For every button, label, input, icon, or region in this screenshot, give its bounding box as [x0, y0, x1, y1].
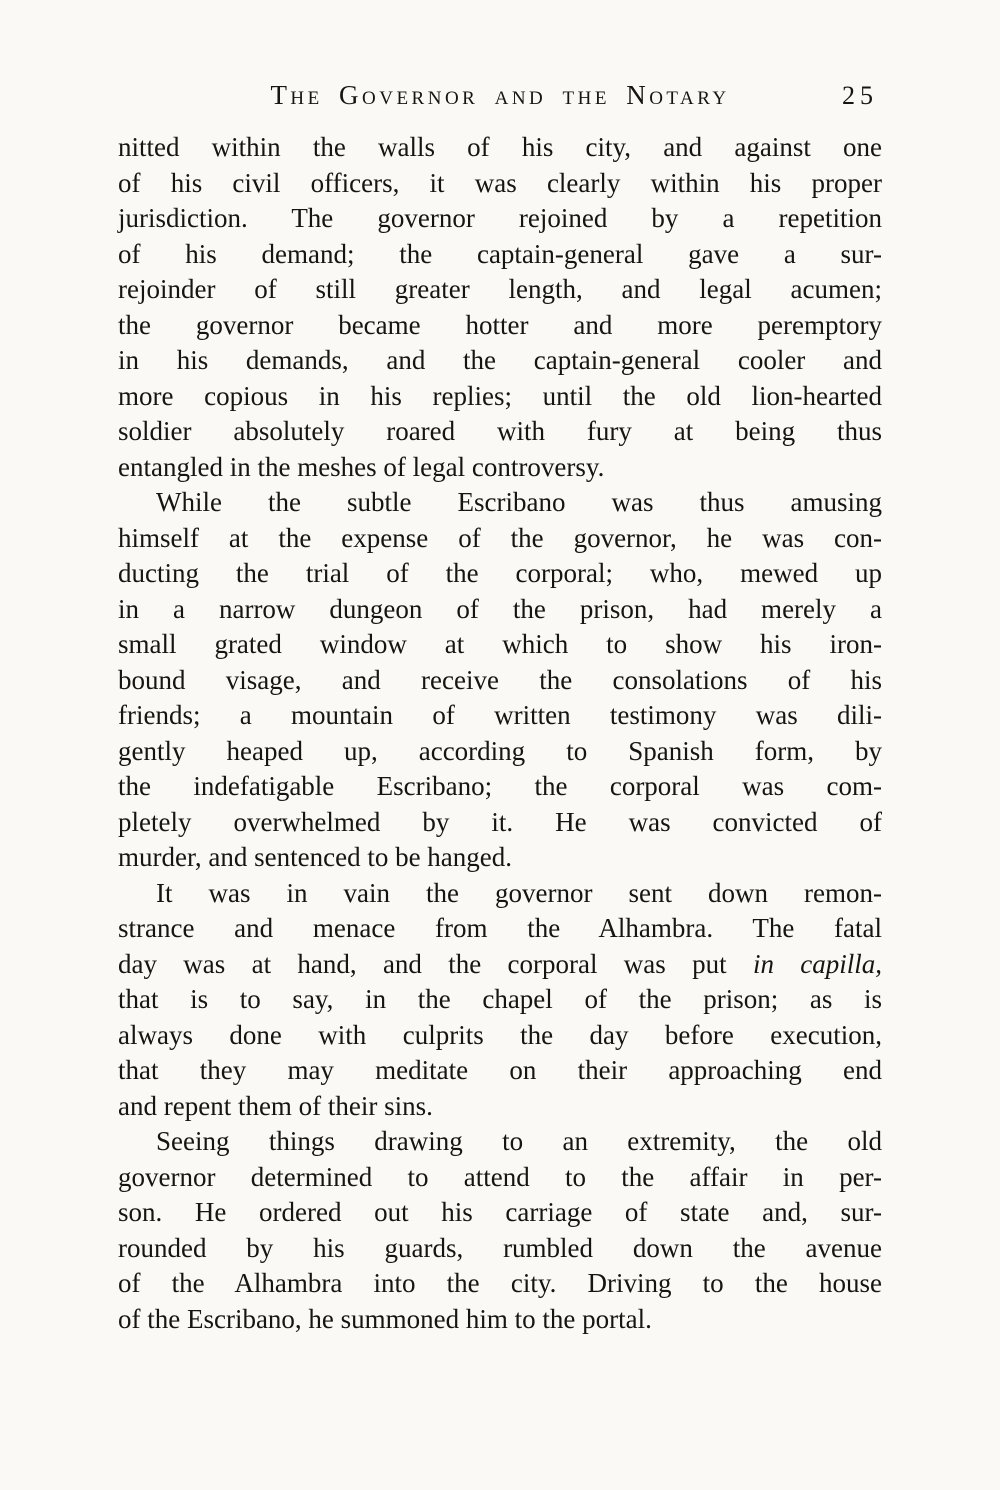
text-line: the governor became hotter and more peremptory	[118, 309, 882, 340]
text-line: Seeing things drawing to an extremity, the old	[156, 1126, 882, 1156]
paragraph	[118, 130, 882, 485]
text-line: in his demands, and the captain-general cooler and	[118, 345, 882, 375]
text-line: that they may meditate on their approaching end	[118, 1055, 882, 1085]
text-line: rejoinder of still greater length, and legal acumen;	[118, 274, 882, 304]
text-line: pletely overwhelmed by it. He was convicted of	[118, 806, 882, 837]
text-line: in a narrow dungeon of the prison, had merely a	[118, 593, 882, 624]
text-line: murder, and sentenced to be hanged.	[118, 842, 513, 872]
text-line: soldier absolutely roared with fury at being thus	[118, 416, 882, 446]
paragraph	[118, 1124, 882, 1337]
text-line: strance and menace from the Alhambra. The fatal	[118, 913, 882, 943]
text-line: more copious in his replies; until the old lion-hearted	[118, 380, 882, 411]
text-line: day was at hand, and the corporal was put in capilla,	[118, 948, 882, 979]
text-line: bound visage, and receive the consolations of his	[118, 664, 882, 695]
page-body	[118, 130, 882, 1337]
text-line: rounded by his guards, rumbled down the avenue	[118, 1232, 882, 1263]
text-line: small grated window at which to show his iron-	[118, 629, 882, 659]
page-number: 25	[842, 81, 878, 110]
text-line: gently heaped up, according to Spanish form, by	[118, 735, 882, 766]
text-line: himself at the expense of the governor, he was con-	[118, 522, 882, 553]
text-line: of the Alhambra into the city. Driving to the house	[118, 1268, 882, 1298]
paragraph	[118, 876, 882, 1125]
text-line: always done with culprits the day before execution,	[118, 1019, 882, 1050]
text-line: entangled in the meshes of legal controversy.	[118, 451, 605, 482]
running-header	[118, 80, 882, 120]
text-line: ducting the trial of the corporal; who, mewed up	[118, 558, 882, 588]
text-line: governor determined to attend to the affair in per-	[118, 1161, 882, 1192]
text-line: of his demand; the captain-general gave a sur-	[118, 238, 882, 269]
text-line: son. He ordered out his carriage of state and, sur-	[118, 1197, 882, 1227]
text-line: of the Escribano, he summoned him to the portal.	[118, 1303, 652, 1334]
paragraph	[118, 485, 882, 876]
text-line: friends; a mountain of written testimony was dili-	[118, 700, 882, 730]
page-title: The Governor and the Notary	[270, 80, 730, 110]
text-line: and repent them of their sins.	[118, 1090, 433, 1121]
italic-phrase: in capilla,	[752, 948, 882, 979]
text-line: that is to say, in the chapel of the prison; as is	[118, 984, 882, 1014]
text-line: While the subtle Escribano was thus amusing	[156, 487, 882, 517]
text-line: It was in vain the governor sent down remon-	[156, 877, 882, 908]
text-line: the indefatigable Escribano; the corporal was com-	[118, 771, 882, 801]
text-line: of his civil officers, it was clearly within his proper	[118, 167, 882, 198]
text-line: nitted within the walls of his city, and against one	[118, 132, 882, 162]
text-line: jurisdiction. The governor rejoined by a repetition	[118, 203, 882, 233]
